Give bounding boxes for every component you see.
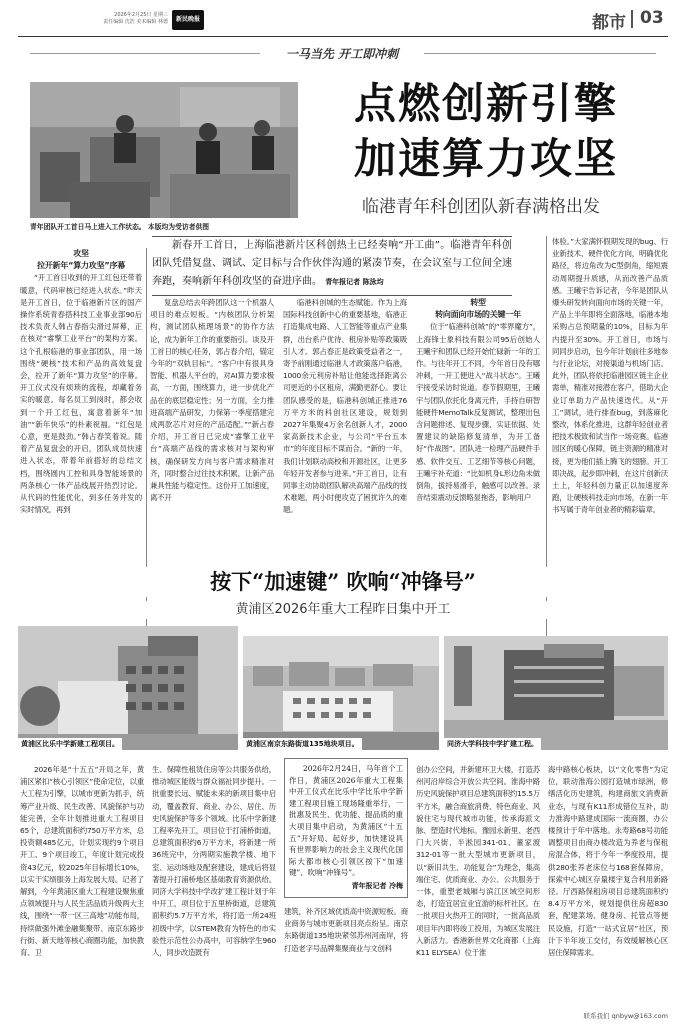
story2-column-1 — [20, 764, 144, 1008]
story1-headline-2: 加速算力攻坚 — [353, 134, 618, 183]
s2-col3-body: 建筑，补齐区域优质高中资源短板。商业商务与城市更新项目亮点纷呈。南京东路街道135地块紧邻苏州河南岸，将打造老字号品牌集聚商业与文创科 — [284, 907, 408, 953]
section-divider — [631, 10, 633, 28]
banner-title: 一马当先 开工即冲刺 — [285, 47, 399, 61]
team-photo — [30, 82, 298, 218]
story2-column-5 — [548, 764, 668, 1008]
school-building-image — [18, 626, 238, 750]
photo-bile-school — [18, 626, 238, 750]
col5-body: 体验。”大家满怀假期发现的bug、行业新技术、硬件优化方向，明确优化路径，将边角改为C型倒角，缩短震动周期提升质感，从而改善产品质感。王曦宇告诉记者，今年是团队从爆头研发转向面向市场的关键一年，产品上半年即将全面落地，临港本地采购占总预期量的10%，目标为年内提升至30%。开工首日，市场与同同步启动，包今年计划前往多地参与行业论坛，对接渠道与机场门店。此外，团队将依托临港园区链主企业需单，精准对接潜在客户，借助大企业订单助力产品快速迭代。从“开工”调试，进行排查bug，到落麻化整改，体系化推进，这群年轻创业者把技术极致和试当作一场竞赛。临港园区的暖心保障，链主资源的精准对接，更为他们插上腾飞的翅膀。开工即决战，起步即冲刺，在这片创新沃土上，年轻科创力量正以加速度奔跑，让硬核科技走向市场，在新一年书写属于青年创业者的精彩篇章。 — [552, 237, 668, 515]
tongji-school-image — [444, 636, 668, 750]
story2-column-2 — [152, 764, 276, 1008]
col3-body: 临港科创城的生态赋能。作为上海国际科技创新中心的重要基地，临港正打造集成电路、人工智能等重点产业集群，出台系户优待、租房补贴等政策吸引人才。郭占春正是政策受益者之一，寄予前刚通过临港人才政策落户临港，1000余元利房补贴让他能选择距离公司更近的小区租房，满勤更舒心。要让团队感受的是，临港科创城正推进76万平方米的科创社区建设，规划到2027年集聚4万余名创新人才，2000家高新技术企业，与公司“平台五本市”的年度目标不谋而合。“新的一年，我们计划联动高校和开源社区，让更多年轻开发者参与进来。”开工首日，让有同事主动协助团队解决高端产品线的技术难题，两小时便攻克了困扰许久的难题。 — [283, 298, 407, 515]
s2-col1-body: 2026年是“十五五”开局之年，黄浦区紧扣“核心引领区”使命定位，以重大工程为引擎，以城市更新为抓手，统筹产业升级、民生改善、风貌保护与功能完善，全年计划推进重大工程项目65个，总建筑面积约750万平方米，总投资额485亿元，计划实现约9个项目开工、9个项目竣工，年度计划完成投资43亿元，较2025年目标增长10%，以实干实绩服务上海发展大局。记者了解到，今年黄浦区重大工程建设聚焦重点领域提升与人民生活品质升级两大主线，围绕“一带一区三高地”功能布局，持续做强外滩金融集聚带、南京东路步行街、新天地等核心商圈功能，加快教育、卫 — [20, 765, 144, 958]
col2-body: 复盘总结去年跨团队这一个机器人项目的难点短板。“内核团队分析架构，测试团队梳理场景”的协作方法论，成为新年工作的重要指引。谈及开工首日的核心任务，郭占春介绍，锚定今年的“双轨目标”。“客户中有很具身智能、机器人平台的，对AI算力要求极高，一方面，围绕算力，进一步优化产品在的底层稳定性；另一方面，全力推进高端产品研发，力保第一季度搭建完成两款芯片对应的产品适配。”“新占春介绍，开工首日已完成“睿擎工业平台”高端产品线的需求核对与架构审核，确保研发方向与客户需求精准对齐，同时整合过往技术积累，让新产品兼具性能与稳定性。这份开工加速度，离不开 — [150, 298, 274, 503]
s2-col5-body: 海中路核心板块，以“文化零售”为定位，联动淮海公园打造城市绿洲，修缮活化历史建筑，构建商旅文消费新业态，与现有K11形成错位互补，助力淮海中路建成国际一流商圈，办公楼预计于年中落地。永寿路68号功能调整项目由商办楼改造为养老与保租房混合体，将于今年一季度投用，提供280张养老床位与168套保障房，探索中心城区存量楼宇复合利用新路径。厅西路保租房项目总建筑面积约8.4万平方米，规划提供住房超830套，配建菜场、健身房、托管点等便民设施，打造“一站式宜居”社区，预计下半年竣工交付，有效缓解核心区居住保障需求。 — [548, 765, 668, 958]
office-scene-image — [30, 82, 298, 218]
banner-rule-right — [424, 53, 656, 54]
header-date — [80, 12, 168, 26]
header-date-line1: 2026年2月25日 星期三 — [114, 12, 168, 18]
photo-caption: 青年团队开工首日马上进入工作状态。 本版均为受访者供图 — [30, 223, 210, 231]
story2-column-3 — [284, 906, 408, 1008]
lead-byline: 青年报记者 陈泳均 — [325, 278, 384, 286]
story2-intro-box — [284, 758, 408, 898]
page-number: 03 — [640, 8, 664, 28]
story2-headline-visible: 按下“加速键” 吹响“冲锋号” — [90, 567, 596, 597]
banner-rule-left — [30, 53, 260, 54]
col1-body: “开工首日收到的开工红包还带着暖意，代码审核已经进入状态。”昨天是开工首日，位于临港新片区的国产操作系统青春搭科技工业事业部90后技术负责人韩占春指尖滑过屏幕，正在核对“睿擎工业平台”的架构方案。这个孔根临港的事业部团队，用一场围绕“硬核”技术和产品的高效复盘会，拉开了新年“算力攻坚”的序幕。开工仪式没有烦琐的流程，却藏着务实的暖意。每名员工到岗时，都会收到一个开工红包，寓意着新年“加油”“新年快乐”的朴素祝福。“红包是心意，更是鼓劲。”韩占春笑着说。随着产品复盘会的开启，团队成员快速进入状态，带着年前搭好的总结文档，围绕圆内工控和具身智能场景的两条核心一体产品线展开热烈讨论。从代码的性能优化，到多任务并发的实时情况，再到 — [20, 273, 142, 515]
col4-subtitle-1: 转型 — [470, 298, 486, 307]
box-byline: 青年报记者 冷梅 — [351, 882, 403, 890]
section-label: 都市 — [592, 13, 626, 33]
caption-bile-school: 黄浦区比乐中学新建工程项目。 — [18, 738, 122, 750]
nanjing-road-aerial-image — [243, 636, 439, 750]
s2-col4-body: 创办公空间，并新建环卫大楼，打造苏州河沿岸综合开放公共空间。淮海中路历史风貌保护项目总建筑面积约15.5万平方米，融合商旅消费、特色商业、风貌住宅与现代城市功能，传承海派文脉、塑造时代地标。豫园永新里、老西门大兴街、半淞园341-01、董家渡312-01等一批大型城市更新项目，以“新旧共生、功能复合”为理念，集高端住宅、优质商业、办公、公共服务于一体，重塑老城厢与滨江区域空间形态，打造宜居宜业宜游的标杆社区。在一批项目火热开工的同时，一批高品质项目年内即将竣工投用，为城区发展注入新活力。香港新世界文化商都（上海K11 ELYSEA）位于淮 — [416, 765, 540, 958]
story2-subhead: 黄浦区2026年重大工程昨日集中开工 — [90, 601, 596, 619]
story1-headline-1: 点燃创新引擎 — [353, 79, 618, 128]
header-rule — [18, 36, 668, 37]
photo-tongji-school — [444, 636, 668, 750]
footer-contact: 联系我们 qnbyw@163.com — [583, 1012, 668, 1020]
masthead-logo: 新民晚报 — [172, 10, 204, 30]
header-date-line2: 责任编辑 沈浩 美术编辑 林德 — [103, 19, 168, 25]
col4-subtitle-2: 转向面向市场的关键一年 — [435, 310, 521, 320]
col1-subtitle-1: 攻坚 — [73, 249, 89, 258]
story1-subhead: 临港青年科创团队新春满格出发 — [362, 197, 600, 217]
lead-text: 新春开工首日，上海临港新片区科创热土已经奏响“开工曲”。临港青年科创团队凭借复盘、调试、定目标与合作伙伴沟通的紧凑节奏，在会议室与工位间全速奔跑，奏响新年科创攻坚的奋进序曲。 — [152, 240, 512, 287]
lead-box — [152, 236, 512, 296]
col1-subtitle-2: 拉开新年“算力攻坚”序幕 — [36, 261, 126, 271]
box-text: 2026年2月24日，马年首个工作日，黄浦区2026年重大工程集中开工仪式在比乐中学比乐中学新建工程项目施工现场隆重举行，一批惠及民生、优功能、提品质的重大项目集中启动，为黄浦区“十五五”开好局、起好步，加快建设具有世界影响力的社会主义现代化国际大都市核心引领区按下“加速键”、吹响“冲锋号”。 — [289, 764, 403, 878]
caption-nanjing-road: 黄浦区南京东路街道135地块项目。 — [243, 738, 362, 750]
caption-tongji-school: 同济大学科技中学扩建工程。 — [444, 738, 541, 750]
photo-nanjing-road — [243, 636, 439, 750]
s2-col2-body: 生、保障性租赁住房等公共服务供给，推动城区能级与群众福祉同步提升。一批重要长远、赋能未来的新项目集中启动，覆盖教育、商业、办公、居住、历史风貌保护等多个领域。比乐中学新建工程率先开工，项目位于打浦桥街道，总建筑面积约6万平方米，将新建一所36班完中，分两期实施教学楼、地下室、运动场地及配套建设，建成后将显著提升打浦桥地区基础教育资源供给。同济大学科技中学改扩建工程计划于年中开工，项目位于五里桥街道，总建筑面积约5.7万平方米，将打造一所24班初级中学，以STEM教育为特色的市实验性示范性公办高中，可容纳学生960人，同步改造既有 — [152, 765, 276, 958]
story2-column-4 — [416, 764, 540, 1008]
col4-body: 位于“临港科创城”的“零界魔方”，上海锋士象科技有限公司95后创始人王曦宇和团队已经开始忙碌新一年的工作。与往年开工不同，今年首日没有哪冲刺，一开工便进入“战斗状态”。王曦宇接受采访时说道。春节假期里，王曦宇与团队依托化身离元件，手持自研智能硬件MemoTalk反复测试，整理出包含问题排述、复现步骤、实证依据、处置建议的缺陷修复清单，为开工备好“作战图”。团队进一检理产品硬件手感、软件交互、工艺细节等核心问题，王曦宇补充道：“比如机身L形边角未做倒角，拔持易滑手，触感可以改善。录音结束震动反馈略显拖沓，影响用户 — [416, 322, 540, 503]
